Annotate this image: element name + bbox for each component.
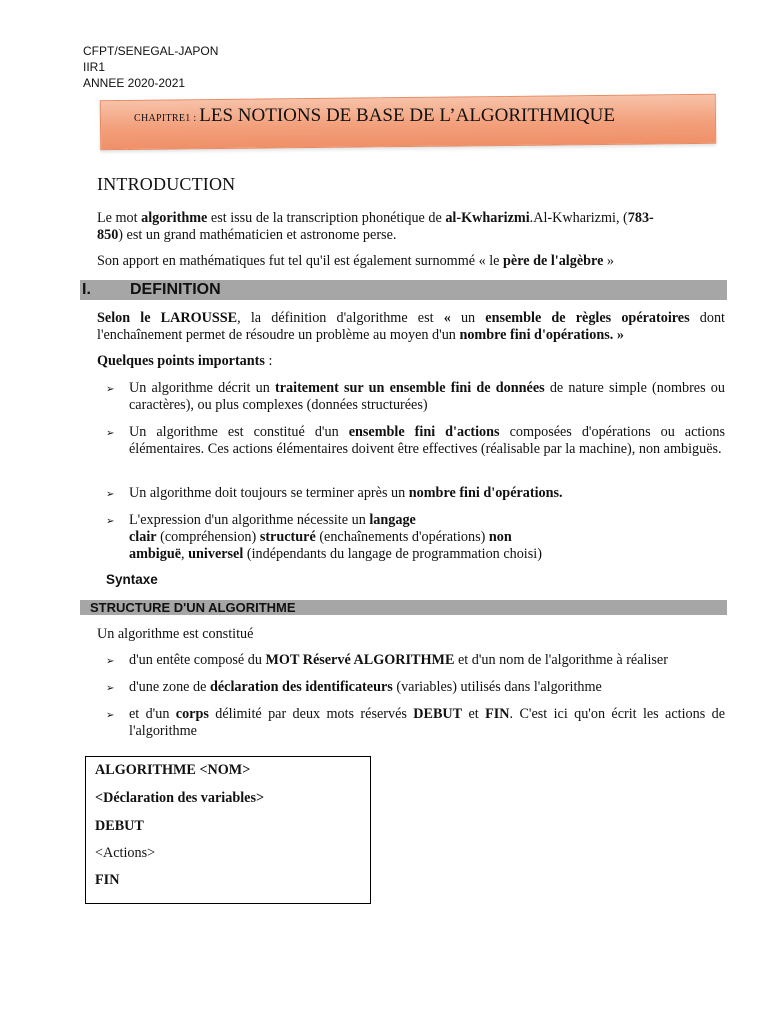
chapter-title (134, 103, 714, 132)
structure-bullet-3: et d'un corps délimité par deux mots réservés DEBUT et FIN. C'est ici qu'on écrit les actions de l'algorithme (129, 706, 725, 739)
class-name: IIR1 (83, 60, 106, 74)
code-line-declaration: <Déclaration des variables> (95, 790, 265, 806)
points-label: Quelques points importants : (97, 353, 273, 369)
structure-title: STRUCTURE D'UN ALGORITHME (90, 600, 296, 615)
chapter-label: CHAPITRE1 : (134, 113, 200, 124)
intro-paragraph-2: Son apport en mathématiques fut tel qu'il est également surnommé « le père de l'algèbre » (97, 253, 615, 269)
bullet-arrow-icon: ➢ (106, 656, 115, 667)
bullet-arrow-icon: ➢ (106, 489, 115, 500)
bullet-arrow-icon: ➢ (106, 384, 115, 395)
definition-bullet-3: Un algorithme doit toujours se terminer après un nombre fini d'opérations. (129, 485, 563, 501)
structure-bullet-1: d'un entête composé du MOT Réservé ALGORITHME et d'un nom de l'algorithme à réaliser (129, 652, 668, 668)
section-title: DEFINITION (130, 281, 221, 298)
definition-bullet-1: Un algorithme décrit un traitement sur un ensemble fini de données de nature simple (nombres ou caractères), ou plus complexes (données structurées) (129, 380, 725, 413)
code-line-debut: DEBUT (95, 818, 144, 834)
structure-bullet-2: d'une zone de déclaration des identificateurs (variables) utilisés dans l'algorithme (129, 679, 602, 695)
bullet-arrow-icon: ➢ (106, 710, 115, 721)
bullet-arrow-icon: ➢ (106, 516, 115, 527)
syntaxe-heading: Syntaxe (106, 572, 158, 587)
code-line-fin: FIN (95, 872, 120, 888)
structure-section-bar (80, 600, 727, 615)
section-number: I. (82, 281, 91, 298)
school-year: ANNEE 2020-2021 (83, 76, 186, 90)
structure-intro: Un algorithme est constitué (97, 626, 254, 642)
school-name: CFPT/SENEGAL-JAPON (83, 44, 219, 58)
definition-bullet-2: Un algorithme est constitué d'un ensemble fini d'actions composées d'opérations ou actions élémentaires. Ces actions élémentaires doivent être effectives (réalisable par la machine), non ambiguës. (129, 424, 725, 457)
definition-bullet-4: L'expression d'un algorithme nécessite un langage clair (compréhension) structuré (enchaînements d'opérations) non ambiguë, universel (indépendants du langage de programmation choisi) (129, 512, 542, 562)
intro-paragraph-1: Le mot algorithme est issu de la transcription phonétique de al-Kwharizmi.Al-Kwharizmi, (783- 850) est un grand mathématicien et astronome perse. (97, 210, 654, 243)
code-line-algorithme: ALGORITHME <NOM> (95, 762, 251, 778)
chapter-title-text: LES NOTIONS DE BASE DE L’ALGORITHMIQUE (199, 105, 615, 126)
definition-section-bar (80, 280, 727, 300)
definition-paragraph: Selon le LAROUSSE, la définition d'algorithme est « un ensemble de règles opératoires dont l'enchaînement permet de résoudre un problème au moyen d'un nombre fini d'opérations. » (97, 310, 725, 343)
code-line-actions: <Actions> (95, 845, 156, 861)
introduction-heading: INTRODUCTION (97, 174, 236, 194)
bullet-arrow-icon: ➢ (106, 683, 115, 694)
bullet-arrow-icon: ➢ (106, 428, 115, 439)
